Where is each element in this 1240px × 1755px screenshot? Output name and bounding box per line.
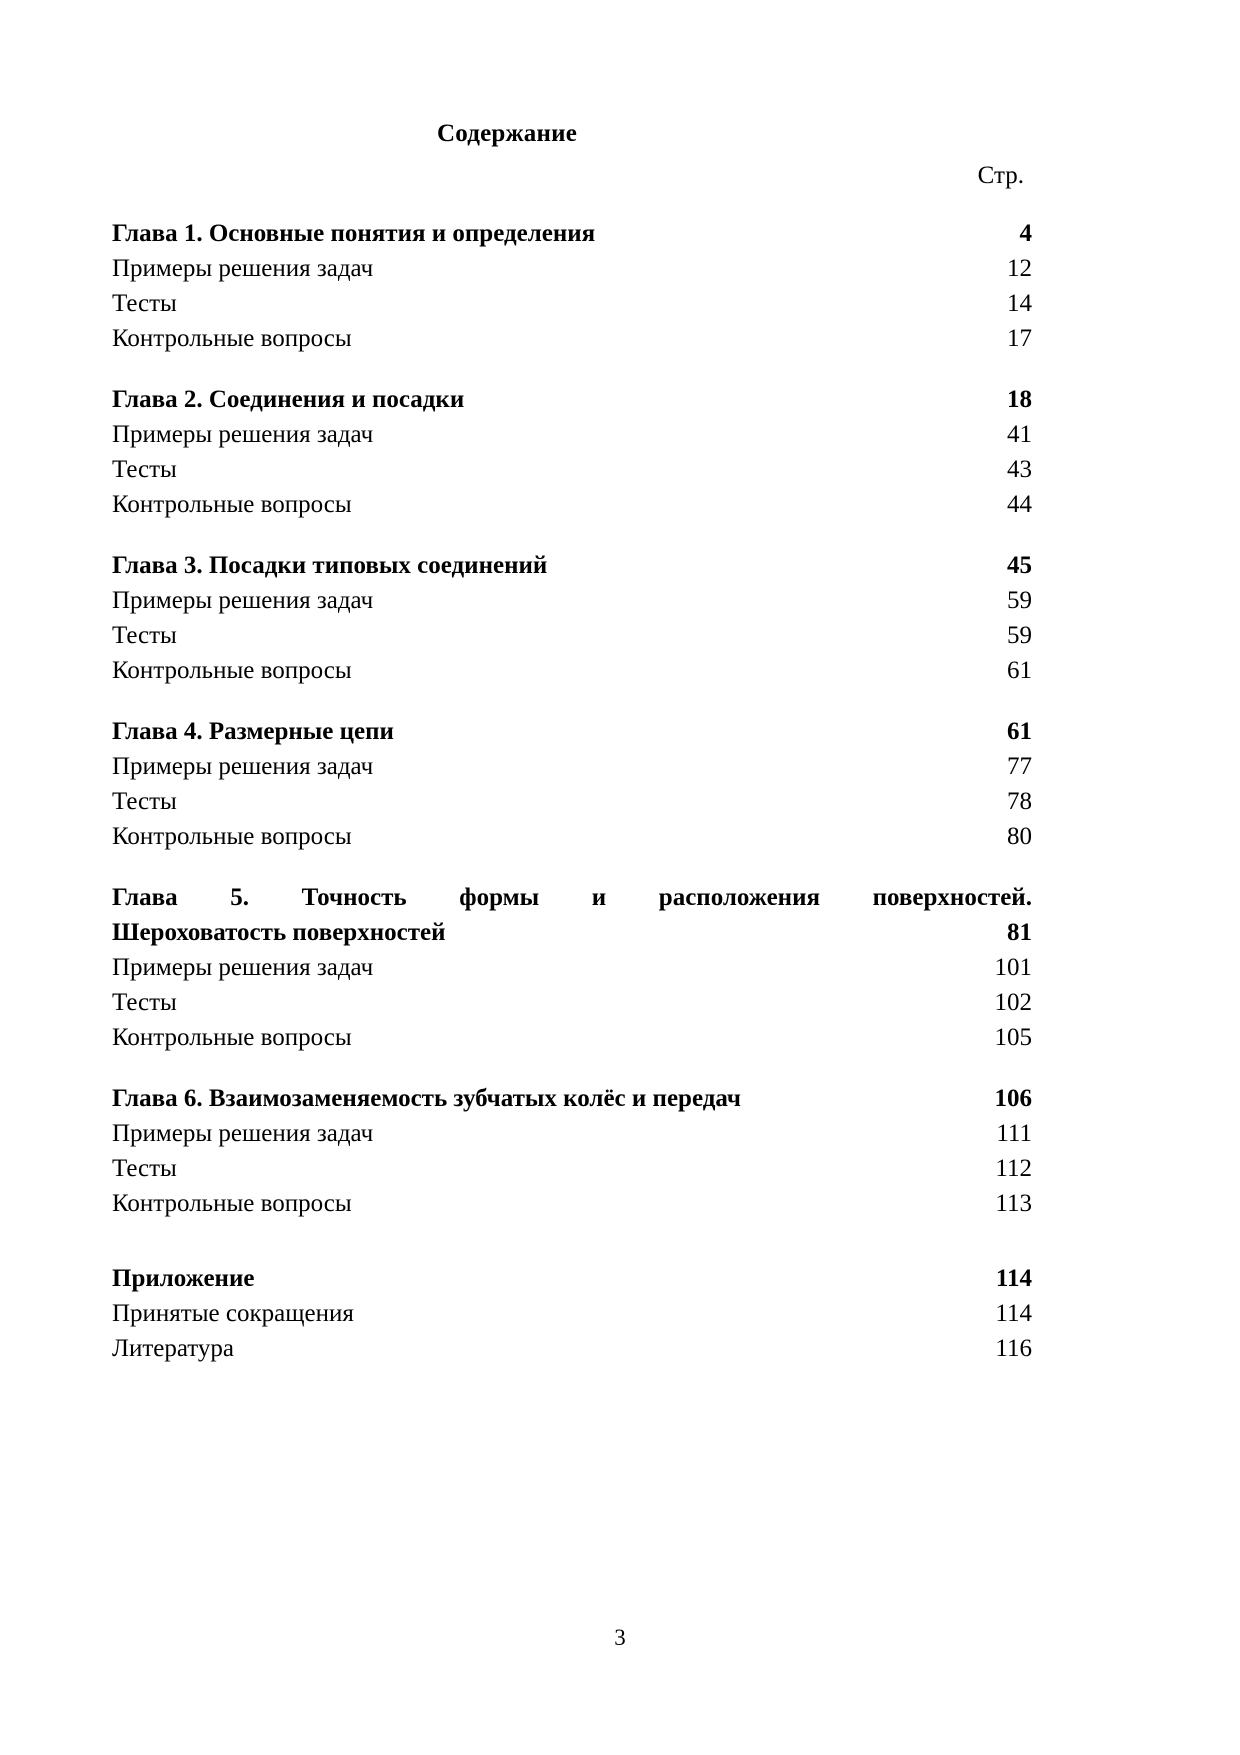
toc-entry-page: 113 [995,1190,1032,1217]
toc-entry-page: 112 [995,1155,1032,1182]
toc-title-word: и [591,884,607,911]
toc-entry-label: Тесты [112,290,177,317]
toc-entry-label: Литература [112,1335,234,1362]
toc-entry-label: Примеры решения задач [112,421,374,448]
toc-entry-page: 105 [994,1024,1032,1051]
toc-group [112,714,1032,854]
page-column-header: Стр. [977,162,1024,189]
toc-group [112,880,1032,1055]
toc-entry-label: Примеры решения задач [112,954,374,981]
toc-title-word: Точность [301,884,407,911]
toc-entry[interactable] [112,784,1032,819]
toc-entry-label: Принятые сокращения [112,1300,354,1327]
toc-entry-page: 101 [994,954,1032,981]
toc-entry[interactable] [112,618,1032,653]
toc-appendix-group [112,1261,1032,1366]
toc-entry-label: Примеры решения задач [112,1120,374,1147]
toc-entry-label: Глава 1. Основные понятия и определения [112,220,596,247]
toc-entry-label: Контрольные вопросы [112,823,352,850]
toc-entry-label: Контрольные вопросы [112,1190,352,1217]
toc-entry[interactable] [112,749,1032,784]
toc-entry-page: 59 [1007,587,1032,614]
toc-entry-label: Шероховатость поверхностей [112,919,446,946]
toc-title-word: расположения [658,884,821,911]
toc-entry[interactable] [112,1186,1032,1221]
toc-entry-label: Глава 4. Размерные цепи [112,718,394,745]
toc-entry-label: Тесты [112,622,177,649]
toc-chapter-entry[interactable] [112,714,1032,749]
toc-title-word: формы [459,884,540,911]
page-folio: 3 [614,1625,626,1650]
toc-group [112,548,1032,688]
toc-entry-page: 116 [995,1335,1032,1362]
toc-entry-page: 43 [1007,456,1032,483]
toc-entry-page: 12 [1007,255,1032,282]
toc-entry-page: 18 [1007,386,1032,413]
toc-entry-page: 114 [995,1300,1032,1327]
toc-entry[interactable] [112,452,1032,487]
toc-entry-label: Глава 3. Посадки типовых соединений [112,552,548,579]
toc-entry-page: 77 [1007,753,1032,780]
toc-entry-page: 61 [1007,718,1032,745]
toc-entry-label: Примеры решения задач [112,587,374,614]
toc-entry[interactable] [112,1116,1032,1151]
toc-entry-label: Примеры решения задач [112,753,374,780]
toc-entry-page: 106 [994,1085,1032,1112]
toc-entry-page: 80 [1007,823,1032,850]
toc-entry[interactable] [112,1020,1032,1055]
toc-entry[interactable] [112,286,1032,321]
toc-entry[interactable] [112,417,1032,452]
toc-entry[interactable] [112,487,1032,522]
toc-chapter-entry[interactable] [112,548,1032,583]
toc-chapter-entry[interactable] [112,216,1032,251]
toc-title-word: поверхностей. [872,884,1032,911]
toc-entry-page: 78 [1007,788,1032,815]
toc-entry-page: 4 [1019,220,1032,247]
toc-entry-page: 114 [995,1265,1032,1292]
toc-chapter-entry[interactable] [112,1261,1032,1296]
toc-entry-page: 41 [1007,421,1032,448]
toc-entry-page: 61 [1007,657,1032,684]
toc-entry-label: Контрольные вопросы [112,657,352,684]
toc-entry[interactable] [112,985,1032,1020]
toc-entry[interactable] [112,819,1032,854]
toc-entry-label: Тесты [112,456,177,483]
toc-entry-label: Глава 6. Взаимозаменяемость зубчатых колёс и передач [112,1085,741,1112]
toc-entry-page: 14 [1007,290,1032,317]
toc-title-word: 5. [230,884,249,911]
toc-entry-page: 44 [1007,491,1032,518]
toc-entry-label: Тесты [112,788,177,815]
toc-entry[interactable] [112,251,1032,286]
page-title: Содержание [436,120,577,147]
toc-group [112,1081,1032,1221]
toc-entry-label: Контрольные вопросы [112,1024,352,1051]
toc-entry[interactable] [112,950,1032,985]
toc-entry-label: Глава 2. Соединения и посадки [112,386,465,413]
toc-entry-label: Тесты [112,989,177,1016]
toc-chapter-entry[interactable] [112,880,1032,950]
toc-entry[interactable] [112,1296,1032,1331]
toc-entry-page: 17 [1007,325,1032,352]
toc-entry-label: Примеры решения задач [112,255,374,282]
toc-title-word: Глава [112,884,178,911]
toc-entry-page: 59 [1007,622,1032,649]
toc-entry[interactable] [112,1331,1032,1366]
toc-chapter-entry[interactable] [112,1081,1032,1116]
toc-entry[interactable] [112,653,1032,688]
toc-chapter-entry[interactable] [112,382,1032,417]
toc-chapter-title-line2 [112,915,1032,950]
toc-entry-label: Тесты [112,1155,177,1182]
toc-entry-label: Приложение [112,1265,255,1292]
toc-entry[interactable] [112,321,1032,356]
toc-entry-label: Контрольные вопросы [112,491,352,518]
toc-entry-label: Контрольные вопросы [112,325,352,352]
toc-entry-page: 102 [994,989,1032,1016]
toc-entry[interactable] [112,583,1032,618]
toc-entry-page: 45 [1007,552,1032,579]
toc-group [112,382,1032,522]
toc-entry-page: 81 [1007,919,1032,946]
toc-content [112,120,1032,1392]
toc-chapter-title-line1 [112,880,1032,915]
toc-group [112,216,1032,356]
toc-entry-page: 111 [996,1120,1032,1147]
toc-entry[interactable] [112,1151,1032,1186]
